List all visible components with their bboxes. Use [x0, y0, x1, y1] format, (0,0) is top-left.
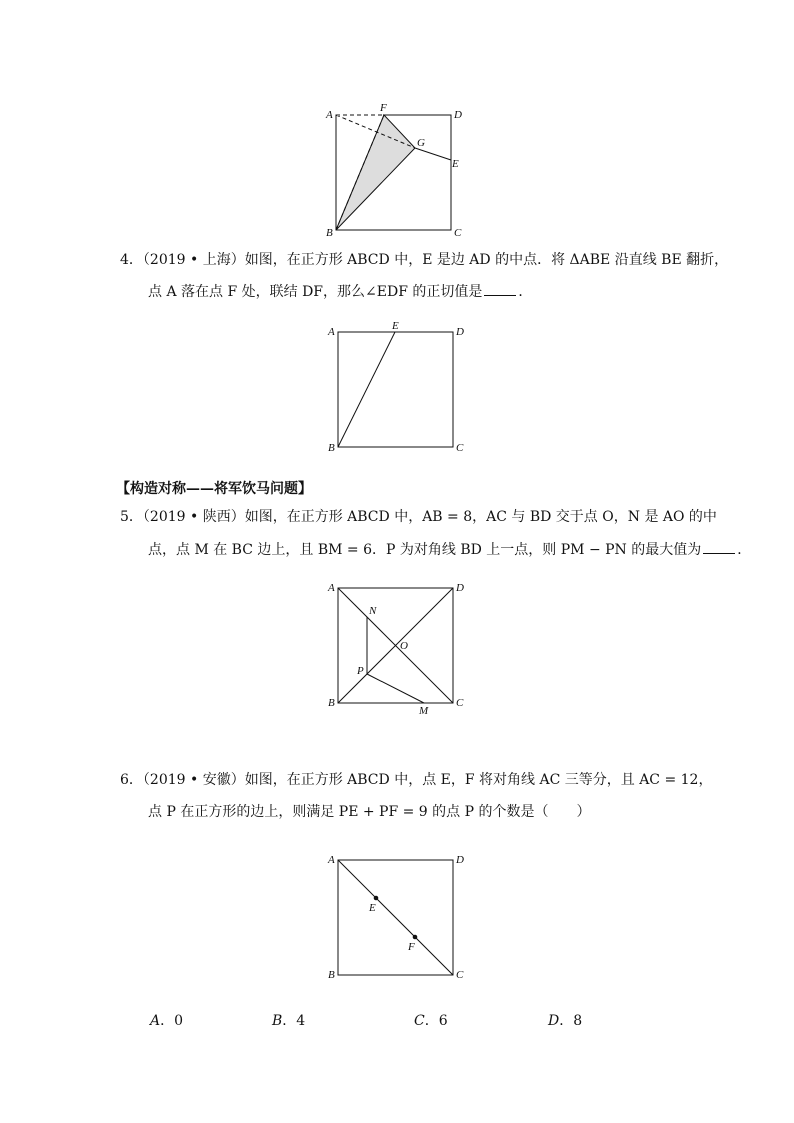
figure-square-abcd-q6: [322, 850, 472, 985]
segment-ge: [415, 148, 451, 160]
shaded-triangle: [336, 115, 415, 230]
label-e: E: [452, 158, 459, 170]
q5-line1: 5．（2019 • 陕西）如图，在正方形 ABCD 中，AB = 8，AC 与 BD 交于点 O，N 是 AO 的中: [120, 509, 717, 525]
label-b: B: [328, 442, 335, 454]
q6-line1: 6．（2019 • 安徽）如图，在正方形 ABCD 中，点 E，F 将对角线 AC 三等分，且 AC = 12，: [120, 772, 713, 788]
label-b: B: [326, 227, 333, 239]
answer-options: [0, 1010, 794, 1030]
label-n: N: [369, 605, 377, 617]
option-b[interactable]: B．4: [272, 1013, 306, 1029]
answer-blank[interactable]: [484, 281, 516, 296]
q4-line1: 4．（2019 • 上海）如图，在正方形 ABCD 中，E 是边 AD 的中点．将 ΔABE 沿直线 BE 翻折，: [120, 252, 729, 268]
label-a: A: [328, 582, 335, 594]
label-f: F: [380, 102, 387, 114]
label-e: E: [369, 902, 376, 914]
label-m: M: [419, 705, 429, 717]
label-a: A: [328, 326, 335, 338]
label-a: A: [326, 109, 333, 121]
diagonal-ac: [338, 860, 453, 975]
label-d: D: [454, 109, 462, 121]
label-c: C: [456, 969, 464, 981]
point-f: [413, 935, 418, 940]
section-title: 【构造对称——将军饮马问题】: [116, 481, 312, 497]
label-e: E: [392, 320, 399, 332]
square-outline: [338, 332, 453, 447]
figure-fold-square: [320, 102, 470, 240]
label-p: P: [357, 665, 364, 677]
label-b: B: [328, 969, 335, 981]
label-c: C: [456, 697, 464, 709]
option-a[interactable]: A．0: [150, 1013, 184, 1029]
label-d: D: [456, 326, 464, 338]
label-b: B: [328, 697, 335, 709]
q4-line2: 点 A 落在点 F 处，联结 DF，那么∠EDF 的正切值是 ．: [148, 281, 532, 302]
option-d[interactable]: D．8: [548, 1013, 583, 1029]
label-d: D: [456, 582, 464, 594]
segment-pm: [367, 674, 424, 703]
q5-line2: 点，点 M 在 BC 边上，且 BM = 6．P 为对角线 BD 上一点，则 PM − PN 的最大值为 ．: [148, 539, 751, 560]
label-g: G: [417, 137, 425, 149]
label-d: D: [456, 854, 464, 866]
figure-square-abcd-q4: [322, 322, 472, 457]
label-c: C: [454, 227, 462, 239]
label-o: O: [400, 640, 408, 652]
figure-square-abcd-q5: [322, 578, 472, 718]
label-c: C: [456, 442, 464, 454]
label-f: F: [408, 941, 415, 953]
option-c[interactable]: C．6: [414, 1013, 448, 1029]
point-e: [374, 896, 379, 901]
label-a: A: [328, 854, 335, 866]
q6-line2: 点 P 在正方形的边上，则满足 PE + PF = 9 的点 P 的个数是（ ）: [148, 804, 591, 820]
answer-blank[interactable]: [703, 539, 735, 554]
segment-be: [338, 332, 395, 447]
